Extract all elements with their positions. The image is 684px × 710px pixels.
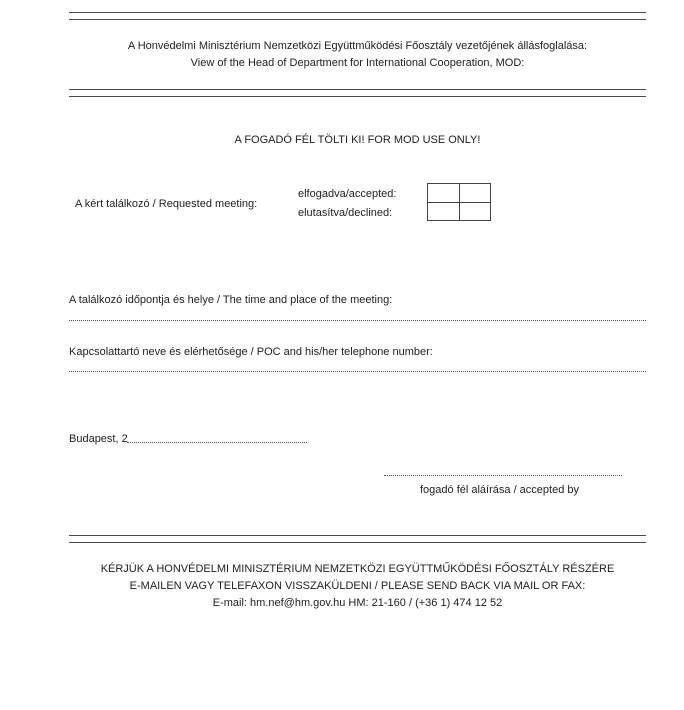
top-rule-2 (69, 19, 646, 20)
footer-line-2: E-MAILEN VAGY TELEFAXON VISSZAKÜLDENI / PLEASE SEND BACK VIA MAIL OR FAX: (129, 580, 586, 592)
top-rule-1 (69, 12, 646, 13)
declined-label: elutasítva/declined: (298, 207, 393, 219)
time-place-field[interactable] (69, 316, 646, 321)
separator-rule-2 (69, 96, 646, 97)
accepted-label: elfogadva/accepted: (298, 188, 397, 200)
requested-meeting-label: A kért találkozó / Requested meeting: (75, 198, 258, 210)
separator-rule-1 (69, 89, 646, 90)
bottom-rule-1 (69, 535, 646, 536)
signature-field[interactable] (384, 475, 622, 476)
mod-use-only-title: A FOGADÓ FÉL TÖLTI KI! FOR MOD USE ONLY! (234, 134, 481, 146)
poc-label: Kapcsolattartó neve és elérhetősége / POC and his/her telephone number: (69, 346, 433, 358)
footer-contact-line: E-mail: hm.nef@hm.gov.hu HM: 21-160 / (+36 1) 474 12 52 (212, 597, 503, 609)
signature-label: fogadó fél aláírása / accepted by (420, 484, 579, 496)
accepted-checkbox-2[interactable] (460, 184, 491, 202)
place-date-label: Budapest, 2 (69, 433, 128, 445)
header-line-hu: A Honvédelmi Minisztérium Nemzetközi Együttműködési Főosztály vezetőjének állásfoglalása: (127, 40, 588, 52)
declined-checkbox-2[interactable] (460, 203, 491, 221)
declined-checkbox-1[interactable] (428, 203, 459, 221)
footer-line-1: KÉRJÜK A HONVÉDELMI MINISZTÉRIUM NEMZETKÖZI EGYÜTTMŰKÖDÉSI FŐOSZTÁLY RÉSZÉRE (100, 563, 615, 575)
accepted-checkbox-1[interactable] (428, 184, 459, 202)
decision-checkbox-grid (427, 183, 491, 221)
bottom-rule-2 (69, 542, 646, 543)
poc-field[interactable] (69, 367, 646, 372)
header-line-en: View of the Head of Department for International Cooperation, MOD: (190, 57, 525, 69)
date-field[interactable] (127, 442, 307, 443)
time-place-label: A találkozó időpontja és helye / The time and place of the meeting: (69, 294, 393, 306)
